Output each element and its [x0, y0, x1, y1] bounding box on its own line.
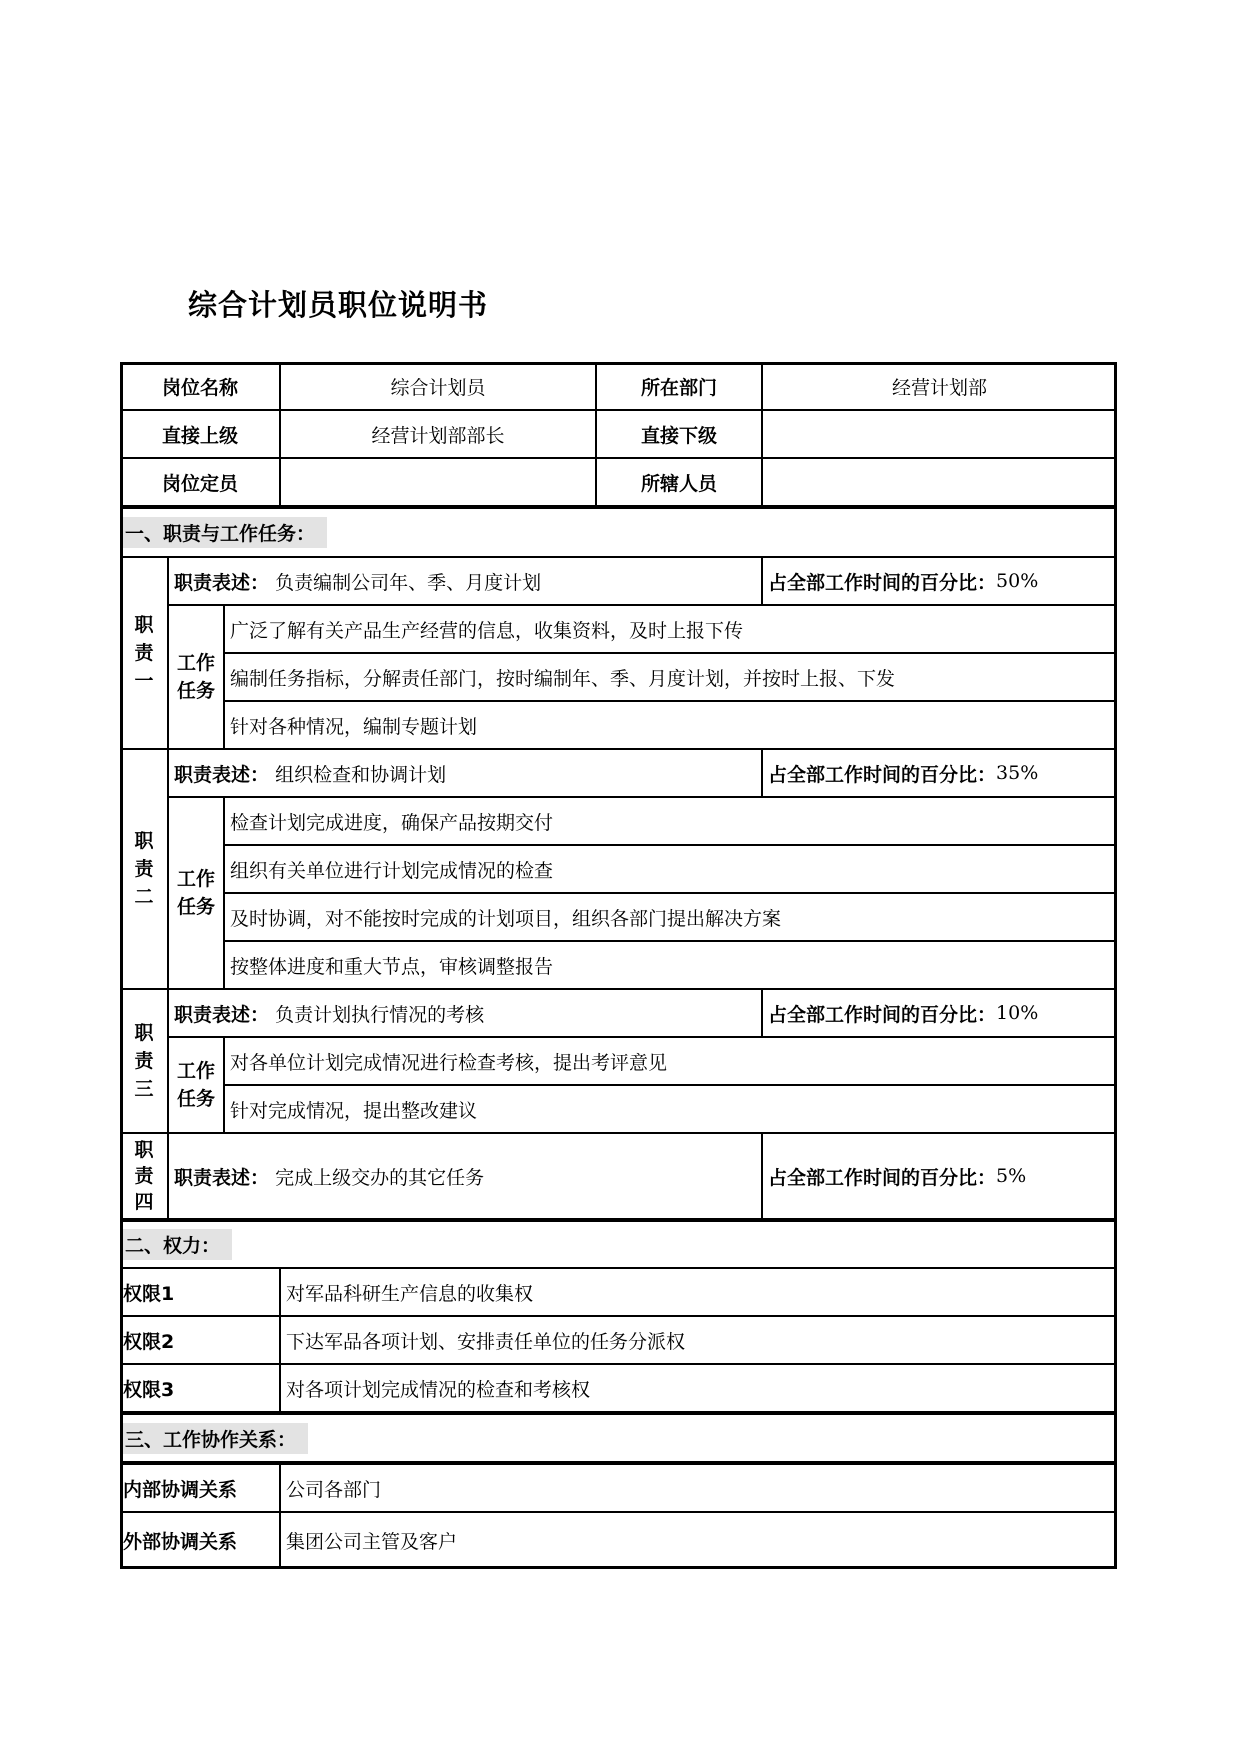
duty-2-tasks-label: 工作 任务 — [168, 797, 224, 989]
section-duties-header — [120, 506, 1117, 557]
headcount-value — [280, 458, 596, 506]
duty-1-task-1: 广泛了解有关产品生产经营的信息，收集资料，及时上报下传 — [224, 605, 1117, 653]
page-title: 综合计划员职位说明书 — [188, 288, 489, 322]
duty-3-label: 职 责 三 — [120, 989, 168, 1133]
duty-2-label: 职 责 二 — [120, 749, 168, 989]
duty-1-task-3: 针对各种情况，编制专题计划 — [224, 701, 1117, 749]
power-2-label: 权限2 — [120, 1316, 280, 1364]
duty-4-description: 职责表述： 完成上级交办的其它任务 — [168, 1133, 762, 1219]
duty-4-label: 职 责 四 — [120, 1133, 168, 1219]
duty-1-percent: 占全部工作时间的百分比： 50% — [762, 557, 1117, 605]
section-duties-title: 一、职责与工作任务： — [123, 517, 327, 548]
headcount-label: 岗位定员 — [120, 458, 280, 506]
section-relations-title: 三、工作协作关系： — [123, 1423, 308, 1454]
duty-3-task-1: 对各单位计划完成情况进行检查考核，提出考评意见 — [224, 1037, 1117, 1085]
duty-3-percent: 占全部工作时间的百分比： 10% — [762, 989, 1117, 1037]
duty-2-task-2: 组织有关单位进行计划完成情况的检查 — [224, 845, 1117, 893]
duty-2-percent: 占全部工作时间的百分比： 35% — [762, 749, 1117, 797]
power-1-label: 权限1 — [120, 1268, 280, 1316]
duty-1-task-2: 编制任务指标，分解责任部门，按时编制年、季、月度计划，并按时上报、下发 — [224, 653, 1117, 701]
duty-3-tasks-label: 工作 任务 — [168, 1037, 224, 1133]
internal-relation-value: 公司各部门 — [280, 1462, 1117, 1512]
power-3-label: 权限3 — [120, 1364, 280, 1412]
superior-label: 直接上级 — [120, 410, 280, 458]
power-2-value: 下达军品各项计划、安排责任单位的任务分派权 — [280, 1316, 1117, 1364]
duty-2-description: 职责表述： 组织检查和协调计划 — [168, 749, 762, 797]
position-name-value: 综合计划员 — [280, 362, 596, 410]
duty-3-task-2: 针对完成情况，提出整改建议 — [224, 1085, 1117, 1133]
external-relation-label: 外部协调关系 — [120, 1512, 280, 1569]
section-powers-title: 二、权力： — [123, 1229, 232, 1260]
power-1-value: 对军品科研生产信息的收集权 — [280, 1268, 1117, 1316]
superior-value: 经营计划部部长 — [280, 410, 596, 458]
section-powers-header — [120, 1219, 1117, 1268]
duty-2-task-3: 及时协调，对不能按时完成的计划项目，组织各部门提出解决方案 — [224, 893, 1117, 941]
department-label: 所在部门 — [596, 362, 762, 410]
duty-1-tasks-label: 工作 任务 — [168, 605, 224, 749]
duty-4-percent: 占全部工作时间的百分比： 5% — [762, 1133, 1117, 1219]
duty-3-description: 职责表述： 负责计划执行情况的考核 — [168, 989, 762, 1037]
internal-relation-label: 内部协调关系 — [120, 1462, 280, 1512]
staff-value — [762, 458, 1117, 506]
subordinate-label: 直接下级 — [596, 410, 762, 458]
duty-2-task-4: 按整体进度和重大节点，审核调整报告 — [224, 941, 1117, 989]
section-relations-header — [120, 1412, 1117, 1462]
staff-label: 所辖人员 — [596, 458, 762, 506]
subordinate-value — [762, 410, 1117, 458]
duty-1-description: 职责表述： 负责编制公司年、季、月度计划 — [168, 557, 762, 605]
position-name-label: 岗位名称 — [120, 362, 280, 410]
duty-1-label: 职 责 一 — [120, 557, 168, 749]
duty-2-task-1: 检查计划完成进度，确保产品按期交付 — [224, 797, 1117, 845]
department-value: 经营计划部 — [762, 362, 1117, 410]
external-relation-value: 集团公司主管及客户 — [280, 1512, 1117, 1569]
power-3-value: 对各项计划完成情况的检查和考核权 — [280, 1364, 1117, 1412]
